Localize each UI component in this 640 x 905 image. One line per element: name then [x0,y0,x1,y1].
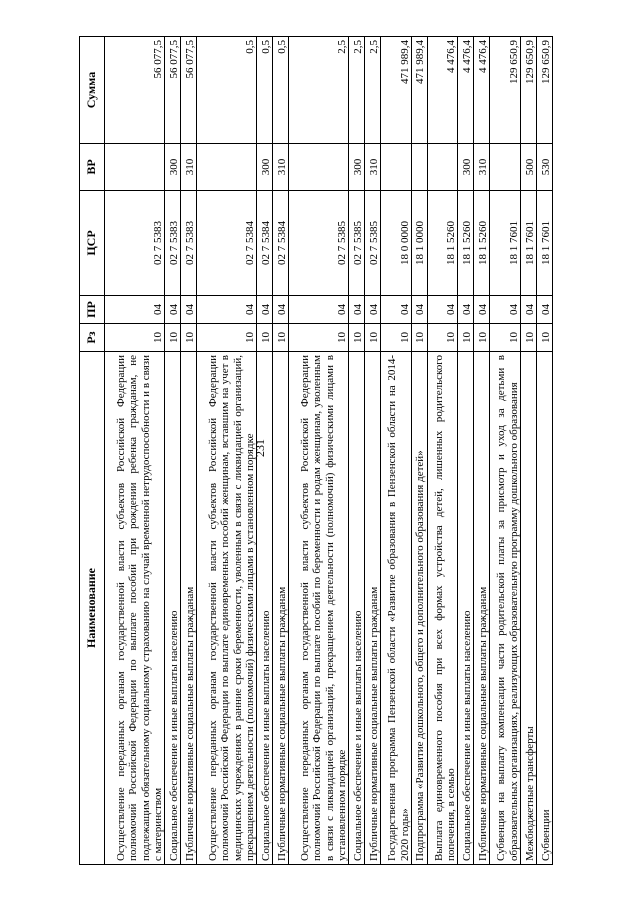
row-pr: 04 [257,296,273,324]
row-csr: 02 7 5384 [273,191,289,296]
row-vr: 500 [521,144,537,191]
row-csr: 02 7 5384 [197,191,257,296]
row-pr: 04 [273,296,289,324]
row-rz: 10 [165,324,181,352]
row-pr: 04 [181,296,197,324]
row-csr: 18 1 7601 [490,191,521,296]
header-rz: Рз [80,324,105,352]
row-vr [105,144,165,191]
row-name: Публичные нормативные социальные выплаты гражданам [474,352,490,865]
row-pr: 04 [427,296,458,324]
row-sum: 471 989,4 [381,37,412,144]
row-sum: 2,5 [349,37,365,144]
row-name: Публичные нормативные социальные выплаты гражданам [181,352,197,865]
row-csr: 18 0 0000 [381,191,412,296]
row-name: Публичные нормативные социальные выплаты гражданам [273,352,289,865]
row-sum: 2,5 [289,37,349,144]
row-name: Осуществление переданных органам государственной власти субъектов Российской Федерации полномочий Российской Федерации по выплате пособий при рождении ребенка гражданам, не подлежащим обязательному социальному страхованию на случай временной нетрудоспособности и в связи с материнством [105,352,165,865]
row-sum: 4 476,4 [474,37,490,144]
row-name: Социальное обеспечение и иные выплаты населению [458,352,474,865]
row-vr: 300 [349,144,365,191]
row-pr: 04 [105,296,165,324]
table-row [349,37,365,865]
table-body [105,37,553,865]
table-row [521,37,537,865]
row-name: Субвенция на выплату компенсации части родительской платы за присмотр и уход за детьми в образовательных организациях, реализующих образовательную программу дошкольного образования [490,352,521,865]
row-sum: 56 077,5 [165,37,181,144]
row-vr: 300 [257,144,273,191]
row-rz: 10 [349,324,365,352]
row-sum: 0,5 [197,37,257,144]
row-pr: 04 [165,296,181,324]
row-sum: 0,5 [257,37,273,144]
row-pr: 04 [197,296,257,324]
table-row [458,37,474,865]
row-name: Осуществление переданных органам государственной власти субъектов Российской Федерации полномочий Российской Федерации по выплате пособий по беременности и родам женщинам, уволенным в связи с ликвидацией организаций, прекращением деятельности (полномочий) физическими лицами в установленном порядке [289,352,349,865]
row-csr: 02 7 5385 [365,191,381,296]
row-vr [197,144,257,191]
row-sum: 56 077,5 [181,37,197,144]
row-sum: 2,5 [365,37,381,144]
row-name: Межбюджетные трансферты [521,352,537,865]
table-row [105,37,165,865]
row-csr: 18 1 5260 [458,191,474,296]
row-pr: 04 [349,296,365,324]
row-pr: 04 [365,296,381,324]
row-rz: 10 [197,324,257,352]
row-rz: 10 [289,324,349,352]
table-row [536,37,552,865]
table-row [273,37,289,865]
row-vr [289,144,349,191]
budget-table [79,36,553,865]
row-sum: 129 650,9 [536,37,552,144]
row-name: Осуществление переданных органам государственной власти субъектов Российской Федерации полномочий Российской Федерации по выплате единовременных пособий женщинам, вставшим на учет в медицинских учреждениях в ранние сроки беременности, уволенным в связи с ликвидацией организаций, прекращением деятельности (полномочий) физическими лицами в установленном порядке [197,352,257,865]
page-number: 231 [252,439,267,457]
row-sum: 471 989,4 [411,37,427,144]
row-name: Субвенции [536,352,552,865]
row-rz: 10 [474,324,490,352]
row-rz: 10 [181,324,197,352]
row-vr: 310 [181,144,197,191]
row-pr: 04 [536,296,552,324]
row-csr: 02 7 5384 [257,191,273,296]
row-name: Социальное обеспечение и иные выплаты населению [257,352,273,865]
row-pr: 04 [521,296,537,324]
row-name: Выплата единовременного пособия при всех формах устройства детей, лишенных родительского попечения, в семью [427,352,458,865]
row-rz: 10 [273,324,289,352]
row-pr: 04 [490,296,521,324]
row-rz: 10 [521,324,537,352]
table-row [427,37,458,865]
row-csr: 18 1 7601 [536,191,552,296]
table-row [181,37,197,865]
row-name: Публичные нормативные социальные выплаты гражданам [365,352,381,865]
row-vr [427,144,458,191]
table-row [197,37,257,865]
table-row [165,37,181,865]
row-sum: 129 650,9 [490,37,521,144]
table-row [257,37,273,865]
row-pr: 04 [289,296,349,324]
row-rz: 10 [257,324,273,352]
row-csr: 18 1 5260 [427,191,458,296]
row-csr: 02 7 5383 [181,191,197,296]
row-rz: 10 [105,324,165,352]
row-csr: 02 7 5385 [289,191,349,296]
row-vr: 530 [536,144,552,191]
row-vr [411,144,427,191]
row-rz: 10 [427,324,458,352]
row-csr: 02 7 5383 [105,191,165,296]
row-sum: 4 476,4 [427,37,458,144]
table-row [381,37,412,865]
row-vr: 310 [474,144,490,191]
row-rz: 10 [365,324,381,352]
row-pr: 04 [411,296,427,324]
header-vr: ВР [80,144,105,191]
row-csr: 18 1 5260 [474,191,490,296]
table-row [490,37,521,865]
row-rz: 10 [536,324,552,352]
row-vr: 310 [365,144,381,191]
row-rz: 10 [458,324,474,352]
header-name: Наименование [80,352,105,865]
row-pr: 04 [458,296,474,324]
row-pr: 04 [474,296,490,324]
rotated-page-content [79,37,553,865]
row-name: Социальное обеспечение и иные выплаты населению [165,352,181,865]
row-rz: 10 [411,324,427,352]
row-csr: 18 1 7601 [521,191,537,296]
row-csr: 02 7 5385 [349,191,365,296]
row-pr: 04 [381,296,412,324]
table-row [289,37,349,865]
row-sum: 129 650,9 [521,37,537,144]
row-vr: 300 [165,144,181,191]
table-row [411,37,427,865]
row-sum: 0,5 [273,37,289,144]
row-vr: 310 [273,144,289,191]
row-rz: 10 [490,324,521,352]
header-csr: ЦСР [80,191,105,296]
header-pr: ПР [80,296,105,324]
row-sum: 56 077,5 [105,37,165,144]
table-row [474,37,490,865]
row-vr [490,144,521,191]
table-header-row [80,37,105,865]
row-sum: 4 476,4 [458,37,474,144]
row-name: Подпрограмма «Развитие дошкольного, общего и дополнительного образования детей» [411,352,427,865]
row-vr: 300 [458,144,474,191]
row-rz: 10 [381,324,412,352]
table-row [365,37,381,865]
row-name: Социальное обеспечение и иные выплаты населению [349,352,365,865]
row-vr [381,144,412,191]
row-csr: 18 1 0000 [411,191,427,296]
row-name: Государственная программа Пензенской области «Развитие образования в Пензенской области на 2014-2020 годы» [381,352,412,865]
header-sum: Сумма [80,37,105,144]
row-csr: 02 7 5383 [165,191,181,296]
